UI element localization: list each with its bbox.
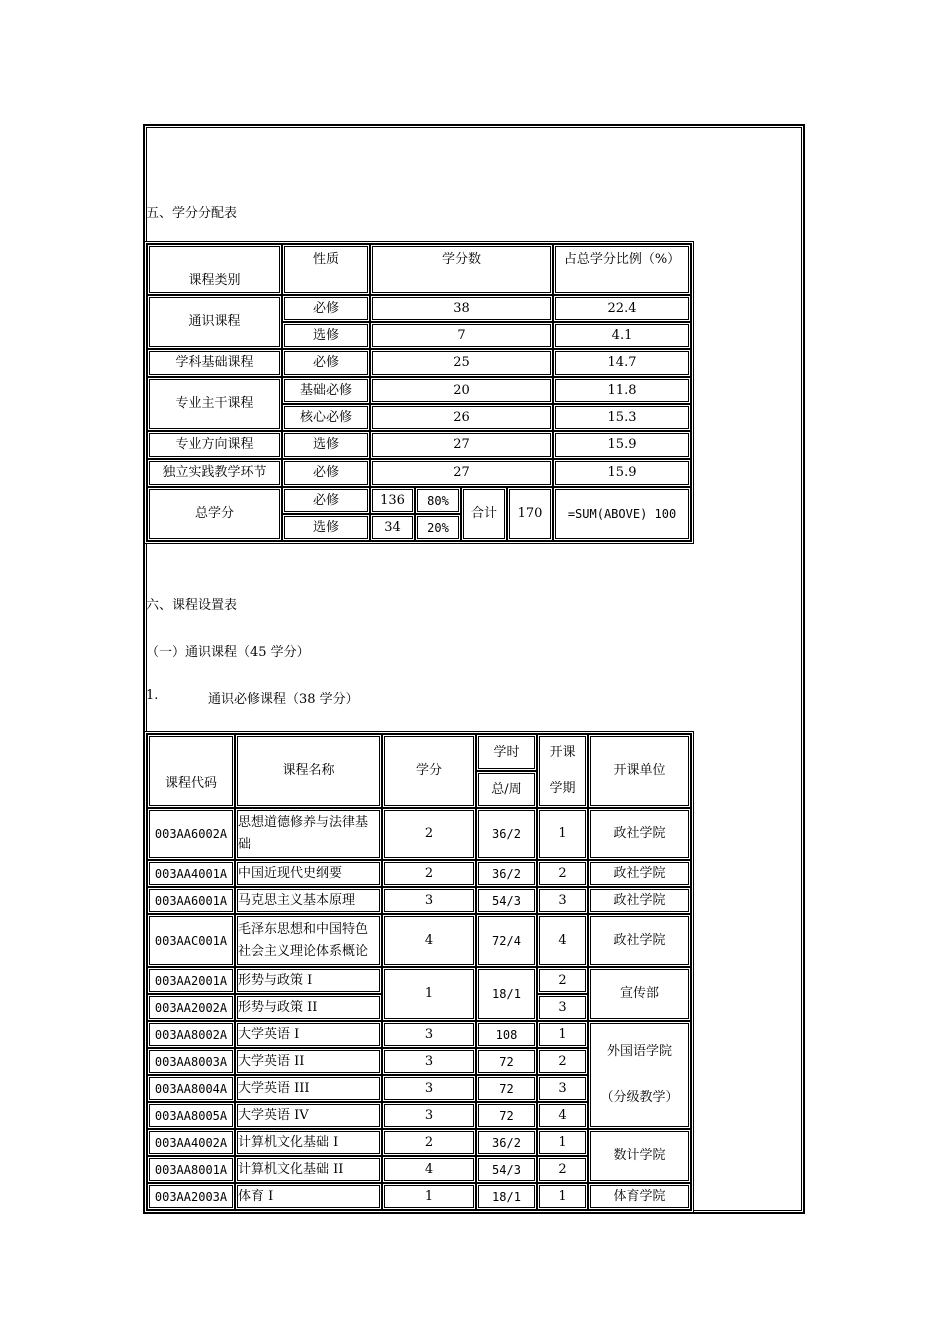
row-nature: 必修 xyxy=(282,349,370,377)
header-unit: 开课单位 xyxy=(588,734,691,808)
course-term: 1 xyxy=(537,1183,588,1210)
row-nature: 核心必修 xyxy=(282,404,370,431)
course-code: 003AA8002A xyxy=(147,1021,235,1048)
course-credit: 4 xyxy=(382,914,476,967)
row-category: 学科基础课程 xyxy=(147,349,282,377)
header-credit: 学分 xyxy=(382,734,476,808)
item-title: 通识必修课程（38 学分） xyxy=(208,692,359,707)
course-term: 1 xyxy=(537,1021,588,1048)
course-hours: 36/2 xyxy=(476,1129,537,1156)
row-nature: 必修 xyxy=(282,459,370,487)
total-label: 总学分 xyxy=(147,487,282,541)
course-hours: 72/4 xyxy=(476,914,537,967)
course-credit: 3 xyxy=(382,1048,476,1075)
course-name: 毛泽东思想和中国特色社会主义理论体系概论 xyxy=(235,914,382,967)
header-hours-sub: 总/周 xyxy=(476,771,537,808)
header-term-top: 开课 xyxy=(549,745,576,760)
course-hours: 18/1 xyxy=(476,1183,537,1210)
section-6-title: 六、课程设置表 xyxy=(146,598,238,613)
course-name: 形势与政策 I xyxy=(235,967,382,994)
course-term: 2 xyxy=(537,967,588,994)
total-required-credits: 136 xyxy=(370,487,415,514)
course-setup-table xyxy=(146,733,692,1211)
course-name: 大学英语 IV xyxy=(235,1102,382,1129)
course-credit: 3 xyxy=(382,1102,476,1129)
header-term xyxy=(537,734,588,808)
total-required-pct: 80% xyxy=(415,487,461,514)
course-credit: 1 xyxy=(382,967,476,1021)
course-hours: 72 xyxy=(476,1102,537,1129)
course-name: 马克思主义基本原理 xyxy=(235,887,382,914)
course-name: 体育 I xyxy=(235,1183,382,1210)
header-hours: 学时 xyxy=(476,734,537,771)
row-ratio: 15.9 xyxy=(553,431,691,459)
course-credit: 3 xyxy=(382,887,476,914)
course-term: 3 xyxy=(537,994,588,1021)
row-credits: 27 xyxy=(370,431,553,459)
course-unit: 体育学院 xyxy=(588,1183,691,1210)
course-hours: 54/3 xyxy=(476,887,537,914)
course-code: 003AA8001A xyxy=(147,1156,235,1183)
row-nature: 基础必修 xyxy=(282,377,370,404)
credit-distribution-table xyxy=(146,243,692,542)
course-hours: 108 xyxy=(476,1021,537,1048)
course-term: 1 xyxy=(537,1129,588,1156)
course-unit: 数计学院 xyxy=(588,1129,691,1183)
row-ratio: 4.1 xyxy=(553,322,691,349)
course-term: 4 xyxy=(537,914,588,967)
course-hours: 54/3 xyxy=(476,1156,537,1183)
course-credit: 4 xyxy=(382,1156,476,1183)
course-term: 2 xyxy=(537,1156,588,1183)
course-code: 003AA2002A xyxy=(147,994,235,1021)
course-name: 计算机文化基础 II xyxy=(235,1156,382,1183)
course-term: 1 xyxy=(537,808,588,860)
total-sum-label: 合计 xyxy=(461,487,507,541)
header-term-bottom: 学期 xyxy=(549,781,576,796)
total-formula: =SUM(ABOVE) 100 xyxy=(553,487,691,541)
course-unit-note: （分级教学） xyxy=(600,1090,679,1105)
course-unit-gap xyxy=(591,1064,688,1086)
course-name: 思想道德修养与法律基础 xyxy=(235,808,382,860)
course-unit: 政社学院 xyxy=(588,808,691,860)
course-unit: 政社学院 xyxy=(588,860,691,887)
row-ratio: 22.4 xyxy=(553,295,691,322)
course-term: 2 xyxy=(537,1048,588,1075)
course-code: 003AA8003A xyxy=(147,1048,235,1075)
course-credit: 2 xyxy=(382,808,476,860)
item-number: 1. xyxy=(146,688,159,703)
row-credits: 25 xyxy=(370,349,553,377)
course-credit: 2 xyxy=(382,1129,476,1156)
course-code: 003AA6002A xyxy=(147,808,235,860)
row-credits: 26 xyxy=(370,404,553,431)
header-code: 课程代码 xyxy=(147,734,235,808)
course-credit: 3 xyxy=(382,1021,476,1048)
course-code: 003AA8005A xyxy=(147,1102,235,1129)
course-unit: 政社学院 xyxy=(588,914,691,967)
total-required-label: 必修 xyxy=(282,487,370,514)
row-ratio: 15.9 xyxy=(553,459,691,487)
course-unit-name: 外国语学院 xyxy=(606,1044,672,1059)
header-category: 课程类别 xyxy=(147,244,282,295)
course-hours: 18/1 xyxy=(476,967,537,1021)
course-code: 003AA4002A xyxy=(147,1129,235,1156)
row-credits: 38 xyxy=(370,295,553,322)
header-nature: 性质 xyxy=(282,244,370,295)
header-credits: 学分数 xyxy=(370,244,553,295)
course-code: 003AA2001A xyxy=(147,967,235,994)
row-ratio: 11.8 xyxy=(553,377,691,404)
course-name: 计算机文化基础 I xyxy=(235,1129,382,1156)
course-code: 003AA2003A xyxy=(147,1183,235,1210)
course-unit xyxy=(588,1021,691,1129)
course-hours: 72 xyxy=(476,1048,537,1075)
header-name: 课程名称 xyxy=(235,734,382,808)
course-code: 003AA4001A xyxy=(147,860,235,887)
total-elective-pct: 20% xyxy=(415,514,461,541)
course-name: 大学英语 III xyxy=(235,1075,382,1102)
row-category: 通识课程 xyxy=(147,295,282,349)
row-ratio: 15.3 xyxy=(553,404,691,431)
total-elective-label: 选修 xyxy=(282,514,370,541)
course-hours: 36/2 xyxy=(476,860,537,887)
course-name: 大学英语 II xyxy=(235,1048,382,1075)
course-name: 形势与政策 II xyxy=(235,994,382,1021)
row-nature: 必修 xyxy=(282,295,370,322)
row-category: 独立实践教学环节 xyxy=(147,459,282,487)
course-name: 大学英语 I xyxy=(235,1021,382,1048)
course-term: 2 xyxy=(537,860,588,887)
total-sum-value: 170 xyxy=(507,487,553,541)
total-elective-credits: 34 xyxy=(370,514,415,541)
course-credit: 3 xyxy=(382,1075,476,1102)
row-credits: 7 xyxy=(370,322,553,349)
course-term: 4 xyxy=(537,1102,588,1129)
course-code: 003AA8004A xyxy=(147,1075,235,1102)
course-hours: 72 xyxy=(476,1075,537,1102)
course-unit: 政社学院 xyxy=(588,887,691,914)
course-term: 3 xyxy=(537,1075,588,1102)
row-nature: 选修 xyxy=(282,431,370,459)
row-credits: 20 xyxy=(370,377,553,404)
course-credit: 1 xyxy=(382,1183,476,1210)
course-hours: 36/2 xyxy=(476,808,537,860)
row-nature: 选修 xyxy=(282,322,370,349)
subsection-1-title: （一）通识课程（45 学分） xyxy=(146,645,310,660)
section-5-title: 五、学分分配表 xyxy=(146,206,238,221)
row-category: 专业方向课程 xyxy=(147,431,282,459)
header-ratio: 占总学分比例（%） xyxy=(553,244,691,295)
row-category: 专业主干课程 xyxy=(147,377,282,431)
row-ratio: 14.7 xyxy=(553,349,691,377)
course-code: 003AA6001A xyxy=(147,887,235,914)
course-credit: 2 xyxy=(382,860,476,887)
course-name: 中国近现代史纲要 xyxy=(235,860,382,887)
course-term: 3 xyxy=(537,887,588,914)
row-credits: 27 xyxy=(370,459,553,487)
course-unit: 宣传部 xyxy=(588,967,691,1021)
course-code: 003AAC001A xyxy=(147,914,235,967)
